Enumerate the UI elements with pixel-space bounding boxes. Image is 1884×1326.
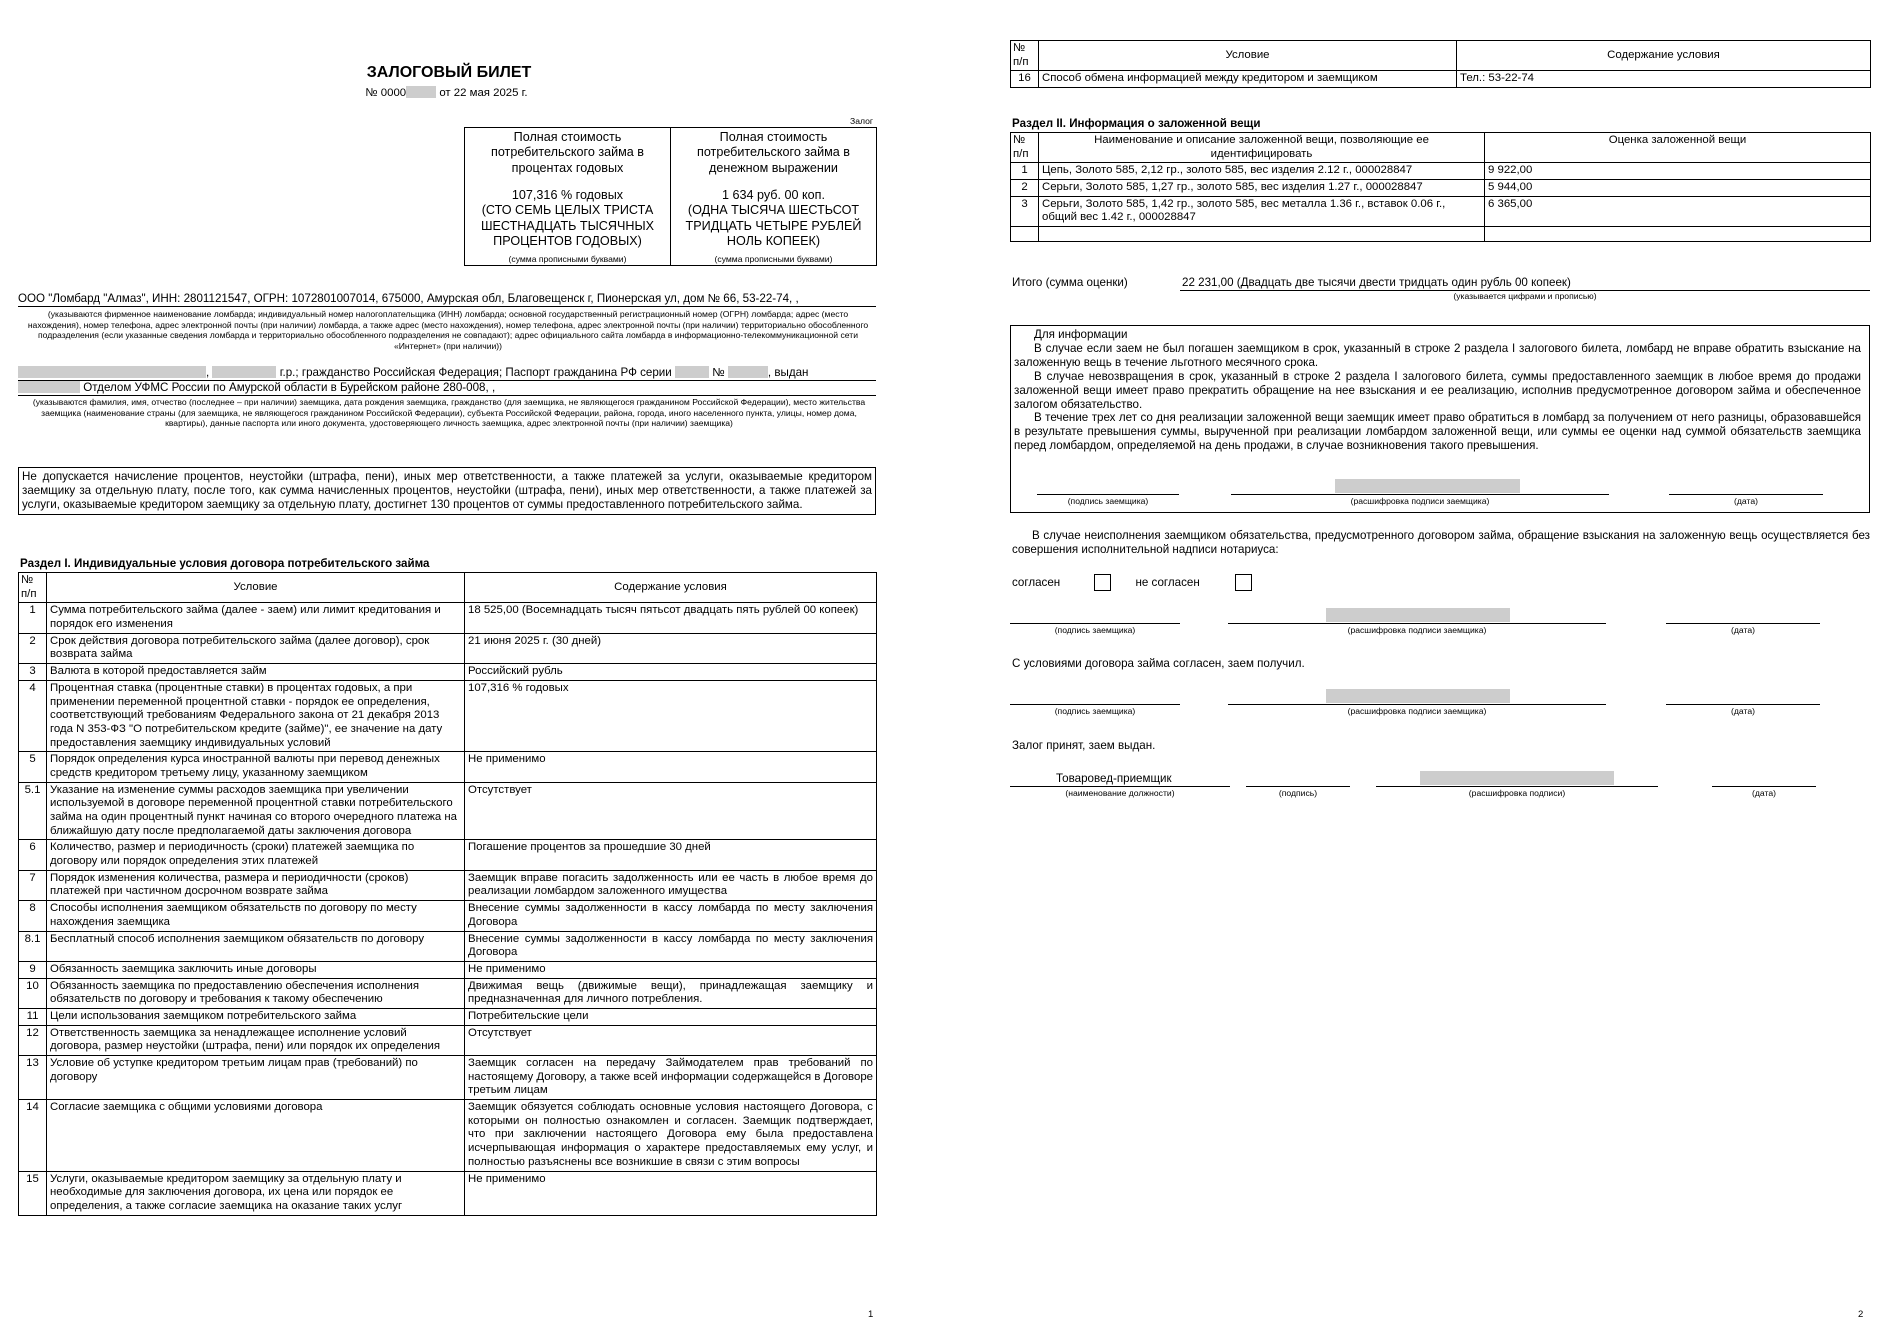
section1-title: Раздел I. Индивидуальные условия договора потребительского займа: [20, 557, 430, 570]
info-box: [1010, 325, 1870, 513]
redacted-ticket-number: [406, 86, 436, 98]
sig-decode-3: (расшифровка подписи заемщика): [1228, 704, 1606, 716]
section1-rows: [19, 603, 877, 1215]
pledged-items-table: [1010, 132, 1871, 242]
sig-decode-2: (расшифровка подписи заемщика): [1228, 623, 1606, 635]
redacted-signature-decode-3: [1326, 689, 1510, 703]
lender-line: ООО "Ломбард "Алмаз", ИНН: 2801121547, ОГРН: 1072801007014, 675000, Амурская обл, Благовещенск г, Пионерская ул, дом № 66, 53-22-74, ,: [18, 292, 876, 307]
zalog-label: Залог: [850, 116, 873, 126]
cost-percent-value: 107,316 % годовых: [511, 188, 624, 203]
p2-col-content-header: Содержание условия: [1457, 41, 1871, 71]
p2-col-condition-header: Условие: [1039, 41, 1457, 71]
table-row: 6 Количество, размер и периодичность (сроки) платежей заемщика по договору или порядок определения этих платежей Погашение процентов за прошедшие 30 дней: [19, 840, 877, 870]
redacted-issue-date: [18, 381, 80, 393]
table-row: 10 Обязанность заемщика по предоставлению обеспечения исполнения обязательств по договору и требования к такому обеспечению Движимая вещь (движимые вещи), принадлежащая заемщику и предназначенная для личного потребления.: [19, 978, 877, 1008]
table-row: 8 Способы исполнения заемщиком обязательств по договору по месту нахождения заемщика Внесение суммы задолженности в кассу ломбарда по месту заключения Договора: [19, 901, 877, 931]
page-1: [0, 0, 900, 1326]
table-row: 14 Согласие заемщика с общими условиями договора Заемщик обязуется соблюдать основные условия настоящего Договора, с которыми он полностью ознакомлен и согласен. Заемщик подтверждает, что при заключении настоящего Договора ему была предоставлена исчерпывающая информация о характере предоставляемых ему услуг, и полностью разъяснены все возникшие в связи с этим вопросы: [19, 1100, 877, 1171]
info-paragraph-3: В течение трех лет со дня реализации заложенной вещи заемщик имеет право обратиться в ломбард за получением от него разницы, образовавшейся в результате превышения суммы, вырученной при реализации ломбардом заложенной вещи, или суммы ее оценки над суммой обязательств заемщика перед ломбардом, определяемой на день продажи, в случае возникновения такого превышения.: [1014, 411, 1861, 453]
info-paragraph-2: В случае невозвращения в срок, указанный в строке 2 раздела I залогового билета, суммы предоставленного заемщик в любое время до продажи заложенной вещи имеет право прекратить обращение на нее взыскания и ее реализацию, исполнив предусмотренное договором займа и обеспеченное залогом обязательство.: [1014, 369, 1861, 411]
section1-table: [18, 572, 877, 1216]
redacted-passport-series: [675, 366, 709, 378]
borrower-line-2: Отделом УФМС России по Амурской области в Бурейском районе 280-008, ,: [18, 381, 876, 396]
p2-col-num-header: № п/п: [1011, 41, 1039, 71]
table-row: 12 Ответственность заемщика за ненадлежащее исполнение условий договора, размер неустойки (штрафа, пени) или порядок их определения Отсутствует: [19, 1025, 877, 1055]
table-row: 5.1 Указание на изменение суммы расходов заемщика при увеличении используемой в договоре переменной процентной ставки потребительского займа на один процентный пункт начиная со второго очередного платежа на ближайшую дату после предполагаемой даты заключения договора Отсутствует: [19, 782, 877, 840]
ticket-date: от 22 мая 2025 г.: [439, 87, 528, 99]
cost-money-caption: (сумма прописными буквами): [714, 253, 833, 264]
table-row: 2 Серьги, Золото 585, 1,27 гр., золото 585, вес изделия 1.27 г., 000028847 5 944,00: [1011, 180, 1871, 197]
cap-signature: (подпись): [1246, 786, 1350, 798]
cost-percent-cell: [465, 128, 671, 266]
col-content-header: Содержание условия: [465, 573, 877, 603]
agree-checkbox[interactable]: [1094, 574, 1111, 591]
table-row: 3 Валюта в которой предоставляется займ Российский рубль: [19, 664, 877, 681]
cap-position: (наименование должности): [1010, 786, 1230, 798]
total-value: 22 231,00 (Двадцать две тысячи двести тридцать один рубль 00 копеек): [1180, 276, 1870, 291]
col-condition-header: Условие: [47, 573, 465, 603]
disagree-checkbox[interactable]: [1235, 574, 1252, 591]
items-value-header: Оценка заложенной вещи: [1485, 133, 1871, 163]
table-row: 5 Порядок определения курса иностранной валюты при перевод денежных средств кредитором третьему лицу, указанному заемщиком Не применимо: [19, 752, 877, 782]
row16-table: [1010, 40, 1871, 88]
table-row: 9 Обязанность заемщика заключить иные договоры Не применимо: [19, 961, 877, 978]
table-row: 1 Цепь, Золото 585, 2,12 гр., золото 585, вес изделия 2.12 г., 000028847 9 922,00: [1011, 163, 1871, 180]
table-row: 11 Цели использования заемщиком потребительского займа Потребительские цели: [19, 1008, 877, 1025]
page-2: [1000, 0, 1884, 1326]
sig-borrower-3: (подпись заемщика): [1010, 704, 1180, 716]
ticket-number-line: [0, 86, 893, 101]
items-num-header: № п/п: [1011, 133, 1039, 163]
section2-title: Раздел II. Информация о заложенной вещи: [1012, 117, 1261, 130]
sig-date-1: (дата): [1669, 494, 1823, 506]
cap-decode: (расшифровка подписи): [1376, 786, 1658, 798]
redacted-appraiser-name: [1420, 771, 1614, 785]
info-title: Для информации: [1034, 328, 1128, 341]
borrower-caption: (указываются фамилия, имя, отчество (последнее – при наличии) заемщика, дата рождения заемщика, гражданство (для заемщика, не являющегося гражданином Российской Федерации), место жительства заемщика (наименование страны (для заемщика, не являющегося гражданином Российской Федерации), субъекта Российской Федерации, района, города, иного населенного пункта, улицы, номер дома, квартиры), данные паспорта или иного документа, удостоверяющего личность заемщика, адрес электронной почты (при наличии) заемщика): [32, 397, 866, 429]
sig-date-3: (дата): [1666, 704, 1820, 716]
pledge-accepted: Залог принят, заем выдан.: [1012, 739, 1156, 752]
redacted-borrower-name: [18, 366, 206, 378]
cap-date: (дата): [1712, 786, 1816, 798]
ticket-title: ЗАЛОГОВЫЙ БИЛЕТ: [366, 64, 532, 81]
cost-money-cell: [671, 128, 877, 266]
cost-percent-caption: (сумма прописными буквами): [508, 253, 627, 264]
table-row: 13 Условие об уступке кредитором третьим лицам прав (требований) по договору Заемщик согласен на передачу Займодателем прав требований по настоящему Договору, а также всей информации содержащейся в Договоре третьим лицам: [19, 1056, 877, 1100]
redacted-birth-date: [212, 366, 276, 378]
table-row: 7 Порядок изменения количества, размера и периодичности (сроков) платежей при частичном досрочном возврате займа Заемщик вправе погасить задолженность или ее часть в любое время до реализации ломбардом заложенного имущества: [19, 870, 877, 900]
redacted-signature-decode-1: [1335, 479, 1520, 493]
disagree-label: не согласен: [1135, 575, 1200, 589]
pledged-items-rows: [1011, 163, 1871, 227]
ticket-number-prefix: № 0000: [365, 87, 407, 99]
items-desc-header: Наименование и описание заложенной вещи, позволяющие ее идентифицировать: [1039, 133, 1485, 163]
table-row: 3 Серьги, Золото 585, 1,42 гр., золото 585, вес металла 1.36 г., вставок 0.06 г., общий вес 1.42 г., 000028847 6 365,00: [1011, 196, 1871, 226]
agree-label: согласен: [1012, 575, 1061, 589]
info-paragraph-1: В случае если заем не был погашен заемщиком в срок, указанный в строке 2 раздела I залогового билета, ломбард не вправе обратить взыскание на заложенную вещь в течение льготного месячного срока.: [1014, 341, 1861, 369]
cost-percent-head: Полная стоимость потребительского займа в процентах годовых: [491, 130, 644, 175]
consent-row: [1012, 574, 1252, 591]
page-number-2: 2: [1858, 1309, 1864, 1320]
interest-cap-notice: Не допускается начисление процентов, неустойки (штрафа, пени), иных мер ответственности, а также платежей за услуги, оказываемые кредитором заемщику за отдельную плату, после того, как сумма начисленных процентов, неустойки (штрафа, пени), иных мер ответственности, а также платежей за услуги, оказываемые кредитором заемщику за отдельную плату, достигнет 130 процентов от суммы предоставленного потребительского займа.: [18, 467, 876, 515]
redacted-signature-decode-2: [1326, 608, 1510, 622]
page-number-1: 1: [868, 1309, 874, 1320]
cost-money-words: (ОДНА ТЫСЯЧА ШЕСТЬСОТ ТРИДЦАТЬ ЧЕТЫРЕ РУБЛЕЙ НОЛЬ КОПЕЕК): [685, 203, 862, 249]
lender-caption: (указываются фирменное наименование ломбарда; индивидуальный номер налогоплательщика (ИНН) ломбарда; основной государственный регистрационный номер (ОГРН) ломбарда; адрес (место нахождения), номер телефона, адрес электронной почты (при наличии) ломбарда, а также адрес (место нахождения), номер телефона, адрес электронной почты (при наличии) территориально обособленного подразделения (если указанные сведения ломбарда и территориально обособленного подразделения не совпадают); адрес официального сайта ломбарда в информационно-телекоммуникационной сети «Интернет» (при наличии)): [27, 309, 869, 352]
cost-box: [464, 127, 877, 266]
table-row: 4 Процентная ставка (процентные ставки) в процентах годовых, а при применении переменной процентной ставки - порядок ее определения, соответствующий требованиям Федерального закона от 21 декабря 2013 года N 353-ФЗ "О потребительском кредите (займе)", ее значение на дату предоставления заемщику индивидуальных условий 107,316 % годовых: [19, 680, 877, 751]
sig-borrower-2: (подпись заемщика): [1010, 623, 1180, 635]
table-row: 8.1 Бесплатный способ исполнения заемщиком обязательств по договору Внесение суммы задолженности в кассу ломбарда по месту заключения Договора: [19, 931, 877, 961]
table-row: 16 Способ обмена информацией между кредитором и заемщиком Тел.: 53-22-74: [1011, 71, 1871, 88]
table-row: 2 Срок действия договора потребительского займа (далее договор), срок возврата займа 21 июня 2025 г. (30 дней): [19, 633, 877, 663]
sig-decode-1: (расшифровка подписи заемщика): [1231, 494, 1609, 506]
cost-money-head: Полная стоимость потребительского займа в денежном выражении: [697, 130, 850, 175]
sig-date-2: (дата): [1666, 623, 1820, 635]
borrower-line-1: , г.р.; гражданство Российская Федерация; Паспорт гражданина РФ серии № , выдан: [18, 366, 876, 381]
appraiser-position: Товаровед-приемщик: [1056, 772, 1172, 785]
cost-percent-words: (СТО СЕМЬ ЦЕЛЫХ ТРИСТА ШЕСТНАДЦАТЬ ТЫСЯЧНЫХ ПРОЦЕНТОВ ГОДОВЫХ): [480, 203, 654, 249]
col-num-header: № п/п: [19, 573, 47, 603]
total-caption: (указывается цифрами и прописью): [1453, 291, 1597, 301]
agree-terms: С условиями договора займа согласен, заем получил.: [1012, 657, 1305, 670]
cost-money-value: 1 634 руб. 00 коп.: [721, 188, 825, 203]
execution-text: В случае неисполнения заемщиком обязательства, предусмотренного договором займа, обращение взыскания на заложенную вещь осуществляется без совершения исполнительной надписи нотариуса:: [1012, 529, 1870, 556]
redacted-passport-number: [728, 366, 768, 378]
sig-borrower-1: (подпись заемщика): [1037, 494, 1179, 506]
table-row: 15 Услуги, оказываемые кредитором заемщику за отдельную плату и необходимые для заключения договора, их цена или порядок ее определения, а также согласие заемщика на оказание таких услуг Не применимо: [19, 1171, 877, 1215]
total-label: Итого (сумма оценки): [1012, 276, 1128, 289]
table-row: 1 Сумма потребительского займа (далее - заем) или лимит кредитования и порядок его изменения 18 525,00 (Восемнадцать тысяч пятьсот двадцать пять рублей 00 копеек): [19, 603, 877, 633]
